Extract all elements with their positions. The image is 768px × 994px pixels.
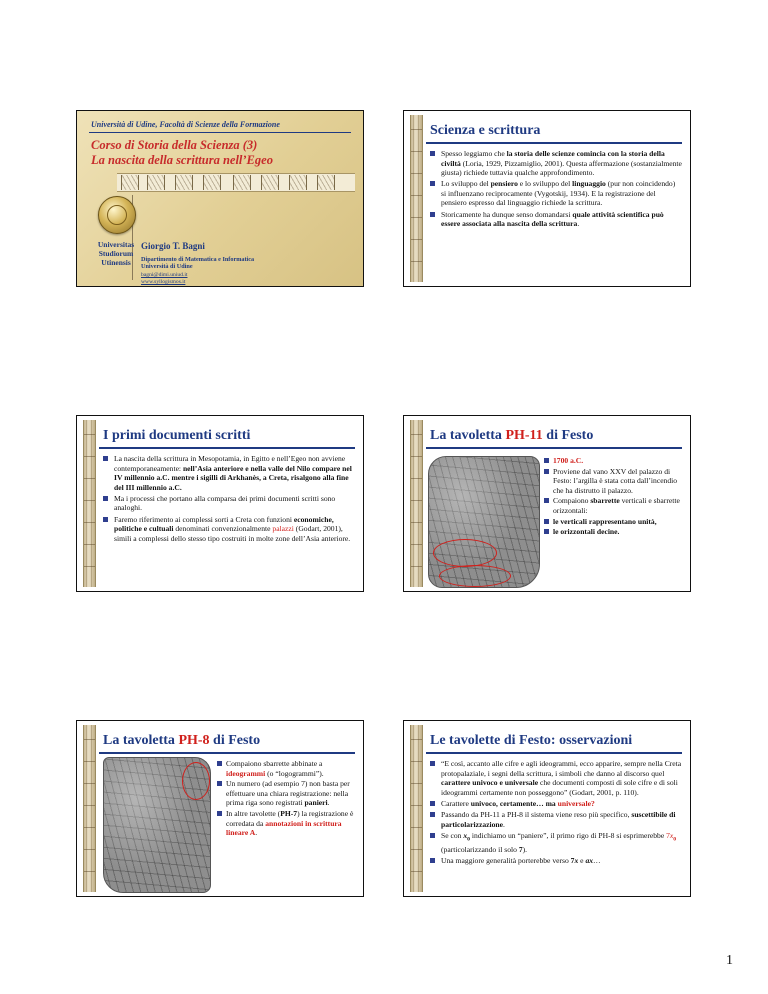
department bbox=[141, 256, 254, 270]
slide-title bbox=[430, 428, 593, 444]
bullet-segment-r: 7 bbox=[666, 830, 670, 840]
bullet-segment-b: pensiero bbox=[490, 179, 518, 189]
title-rule bbox=[426, 752, 682, 754]
decorative-stripe bbox=[410, 115, 423, 282]
bullet-segment-b: nell’Asia anteriore e nella valle del Nilo compare nel IV millennio a.C. mentre i sigilli di Arkhanès, a Creta, risalgono alla fine del III millennio a.C. bbox=[114, 463, 352, 492]
tablet-ph8-photo bbox=[103, 757, 211, 893]
bullet-segment: (Loria, 1929, Pizzamiglio, 2001). Questa affermazione (sostanzialmente giusta) richiede tuttavia qualche approfondimento. bbox=[441, 158, 682, 178]
title-rule bbox=[426, 447, 682, 449]
bullet-segment: (o “logogrammi”). bbox=[265, 768, 324, 778]
website-link[interactable]: www.syllogismos.it bbox=[141, 279, 186, 285]
bullet-segment: Compaiono bbox=[553, 496, 591, 506]
bullet-item bbox=[103, 454, 355, 492]
slide-cover bbox=[76, 110, 364, 287]
bullet-segment: (pur non coincidendo) si influenzano reciprocamente (Vygotskij, 1934). E la registrazione del pensiero espresso dal linguaggio richiede la scrittura. bbox=[441, 179, 676, 208]
header-rule bbox=[89, 132, 351, 133]
bullet-item bbox=[103, 515, 355, 544]
bullet-segment: . bbox=[255, 828, 258, 838]
bullet-segment-b: sbarrette bbox=[590, 496, 620, 506]
bullet-segment-b: linguaggio bbox=[572, 179, 606, 189]
bullet-segment: La nascita della scrittura in Mesopotamia, in Egitto e nell’Egeo non avviene contemporaneamente: bbox=[114, 454, 346, 473]
seal-caption-line1: Universitas bbox=[97, 240, 135, 249]
bullet-segment-b: panieri bbox=[304, 798, 328, 808]
bullet-list bbox=[544, 456, 684, 538]
bullet-segment: . bbox=[503, 819, 505, 829]
title-suffix: di Festo bbox=[542, 428, 594, 443]
seal-caption bbox=[93, 240, 139, 267]
bullet-item bbox=[430, 856, 682, 866]
author-name: Giorgio T. Bagni bbox=[141, 241, 205, 251]
bullet-segment: denominati convenzionalmente bbox=[173, 524, 273, 534]
bullet-item bbox=[430, 179, 682, 208]
bullet-segment: ). bbox=[522, 844, 528, 854]
bullet-segment-b: la storia delle scienze comincia con la storia della civiltà bbox=[441, 149, 665, 168]
bullet-segment: Ma i processi che portano alla comparsa dei primi documenti scritti sono analoghi. bbox=[114, 493, 336, 513]
bullet-segment: Proviene dal vano XXV del palazzo di Festo: l’argilla è stata cotta dall’incendio che ha distrutto il palazzo. bbox=[553, 466, 678, 495]
bullet-item bbox=[544, 467, 684, 496]
title-prefix: La tavoletta bbox=[103, 733, 179, 748]
bullet-item bbox=[430, 149, 682, 178]
bullet-segment: Lo sviluppo del bbox=[441, 179, 491, 189]
bullet-segment: Spesso leggiamo che bbox=[441, 149, 507, 158]
course-title bbox=[91, 138, 273, 168]
bullet-item bbox=[430, 210, 682, 229]
bullet-segment: “E così, accanto alle cifre e agli ideogrammi, ecco apparire, sempre nella Creta protopalaziale, i segni della scrittura, i simboli che danno al discorso quel bbox=[441, 759, 682, 778]
bullet-segment: Se con bbox=[441, 830, 464, 840]
seal-caption-line2: Studiorum bbox=[98, 249, 134, 258]
bullet-segment-rb: annotazioni in scrittura lineare A bbox=[226, 818, 342, 838]
bullet-segment: Una maggiore generalità porterebbe verso bbox=[441, 855, 571, 865]
bullet-item bbox=[103, 494, 355, 513]
bullet-segment: . bbox=[327, 798, 330, 808]
bullet-item bbox=[430, 759, 682, 797]
bullet-item bbox=[217, 759, 357, 778]
department-line2: Università di Udine bbox=[141, 263, 193, 270]
title-suffix: di Festo bbox=[209, 733, 261, 748]
decorative-stripe bbox=[83, 725, 96, 892]
bullet-list bbox=[430, 759, 682, 867]
bullet-item bbox=[544, 456, 684, 466]
bullet-segment-bi: x bbox=[574, 855, 579, 865]
bullet-segment: Un numero (ad esempio 7) non basta per effettuare una chiara registrazione: nella prima riga sono registrati bbox=[226, 779, 350, 808]
bullet-item bbox=[430, 810, 682, 829]
contact-links bbox=[141, 272, 187, 286]
bullet-segment-rb: 1700 a.C. bbox=[553, 456, 584, 465]
bullet-segment-bi: x bbox=[463, 830, 468, 840]
title-rule bbox=[99, 752, 355, 754]
bullet-segment: e lo sviluppo del bbox=[517, 179, 573, 189]
bullet-segment-b: 7 bbox=[518, 844, 523, 854]
slide-title: Le tavolette di Festo: osservazioni bbox=[430, 733, 633, 748]
bullet-segment-rb: universale? bbox=[557, 798, 595, 808]
bullet-segment: (particolarizzando il solo bbox=[441, 844, 519, 854]
slide-title bbox=[103, 733, 260, 749]
bullet-segment-bsub: 0 bbox=[467, 836, 470, 843]
university-seal-icon bbox=[98, 196, 136, 234]
bullet-segment-b: quale attività scientifica può essere associata alla nascita della scrittura bbox=[441, 209, 664, 229]
slide-tavoletta-ph11 bbox=[403, 415, 691, 592]
bullet-segment-rsub: 0 bbox=[673, 836, 677, 843]
course-title-line1: Corso di Storia della Scienza (3) bbox=[91, 138, 258, 152]
highlight-oval bbox=[182, 762, 210, 800]
university-faculty-header: Università di Udine, Facoltà di Scienze della Formazione bbox=[91, 120, 280, 129]
bullet-item bbox=[430, 799, 682, 809]
bullet-segment: Passando da PH-11 a PH-8 il sistema viene reso più specifico, bbox=[441, 809, 632, 819]
title-tablet-id: PH-11 bbox=[505, 428, 543, 443]
bullet-segment: Faremo riferimento ai complessi sorti a Creta con funzioni bbox=[114, 514, 294, 524]
bullet-segment-b: le orizzontali decine. bbox=[553, 527, 620, 537]
bullet-item bbox=[544, 517, 684, 527]
bullet-segment-b: PH-7 bbox=[280, 808, 298, 818]
bullet-segment: che documenti composti di sole cifre e di soli ideogrammi certamente non posseggono” (Godart, 2001, p. 110). bbox=[441, 778, 678, 797]
slide-title: Scienza e scrittura bbox=[430, 123, 541, 138]
seal-caption-line3: Utinensis bbox=[101, 258, 131, 267]
email-link[interactable]: bagni@dimi.uniud.it bbox=[141, 272, 188, 278]
bullet-segment: ) la registrazione è corredata da bbox=[226, 808, 354, 828]
bullet-segment-r: palazzi bbox=[272, 524, 294, 534]
decorative-stripe bbox=[410, 420, 423, 587]
bullet-item bbox=[430, 831, 682, 855]
title-tablet-id: PH-8 bbox=[178, 733, 210, 748]
course-title-line2: La nascita della scrittura nell’Egeo bbox=[91, 153, 273, 167]
bullet-segment: … bbox=[593, 855, 601, 865]
title-rule bbox=[99, 447, 355, 449]
bullet-item bbox=[217, 779, 357, 808]
page-number: 1 bbox=[726, 953, 733, 968]
bullet-segment: Carattere bbox=[441, 798, 471, 808]
bullet-segment-b: economiche, politiche e cultuali bbox=[114, 514, 334, 534]
bullet-segment: verticali e sbarrette orizzontali: bbox=[553, 496, 680, 515]
slide-osservazioni bbox=[403, 720, 691, 897]
bullet-segment: (Godart, 2001), simili a complessi dello stesso tipo costruiti in molte zone dell’Asia anteriore. bbox=[114, 524, 351, 543]
bullet-segment-b: le verticali rappresentano unità, bbox=[553, 516, 657, 526]
bullet-segment-rb: ideogrammi bbox=[226, 768, 266, 778]
bullet-segment-b: carattere univoco e universale bbox=[441, 778, 539, 788]
title-rule bbox=[426, 142, 682, 144]
slide-primi-documenti bbox=[76, 415, 364, 592]
department-line1: Dipartimento di Matematica e Informatica bbox=[141, 256, 255, 263]
decorative-stripe bbox=[410, 725, 423, 892]
bullet-segment: indichiamo un “paniere”, il primo rigo di PH-8 si esprimerebbe bbox=[470, 830, 667, 840]
bullet-segment: Compaiono sbarrette abbinate a bbox=[226, 759, 323, 768]
slide-title: I primi documenti scritti bbox=[103, 428, 251, 443]
bullet-item bbox=[217, 809, 357, 838]
bullet-segment: Storicamente ha dunque senso domandarsi bbox=[441, 209, 573, 219]
bullet-segment-b: suscettibile di particolarizzazione bbox=[441, 809, 676, 829]
decorative-stripe bbox=[83, 420, 96, 587]
highlight-oval-upper bbox=[433, 539, 497, 567]
tablet-ph11-photo bbox=[428, 456, 540, 588]
bullet-segment-b: 7 bbox=[570, 855, 575, 865]
slide-tavoletta-ph8 bbox=[76, 720, 364, 897]
bullet-segment: e bbox=[578, 855, 586, 865]
highlight-oval-lower bbox=[439, 565, 511, 587]
slide-scienza-e-scrittura bbox=[403, 110, 691, 287]
bullet-list bbox=[430, 149, 682, 230]
bullet-list bbox=[217, 759, 357, 839]
title-prefix: La tavoletta bbox=[430, 428, 506, 443]
bullet-segment: In altre tavolette ( bbox=[226, 808, 281, 818]
bullet-list bbox=[103, 454, 355, 545]
bullet-item bbox=[544, 527, 684, 537]
bullet-segment-b: univoco, certamente… ma bbox=[470, 798, 558, 808]
decorative-tablet-band bbox=[117, 173, 355, 192]
bullet-segment: . bbox=[577, 219, 580, 229]
bullet-segment-ri: x bbox=[669, 830, 674, 840]
bullet-item bbox=[544, 496, 684, 515]
bullet-segment-bi: ax bbox=[585, 855, 594, 865]
